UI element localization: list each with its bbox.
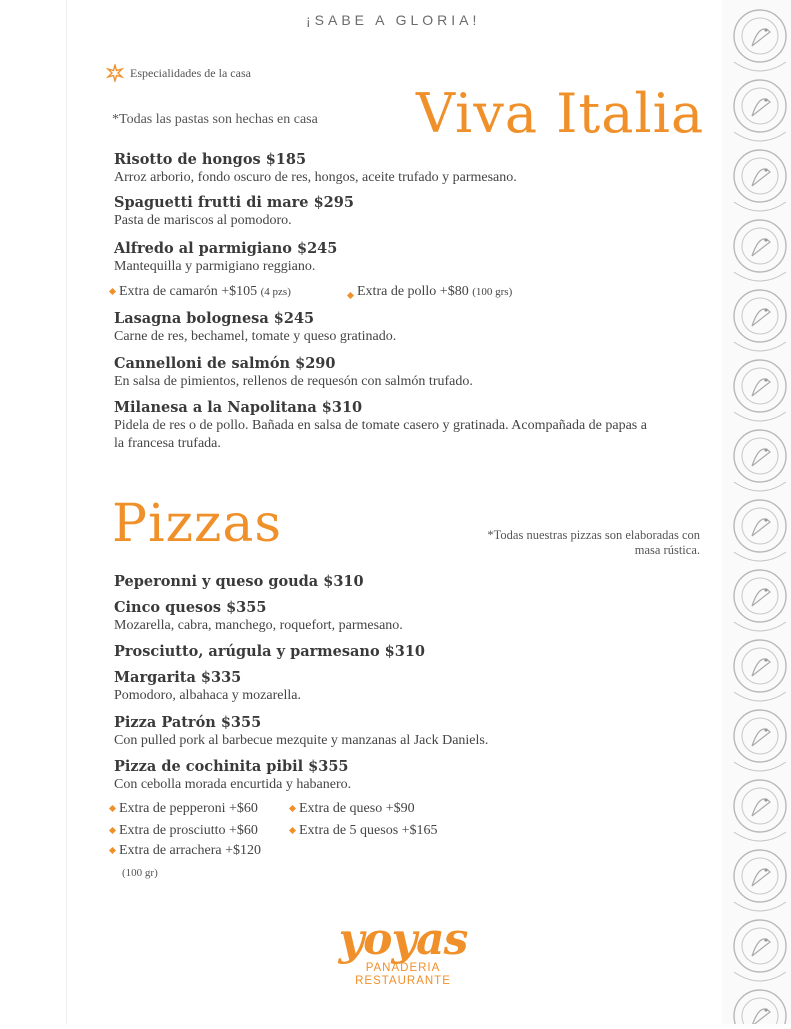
item-desc: Carne de res, bechamel, tomate y queso gratinado.	[114, 329, 397, 344]
item-name: Pizza Patrón $355	[114, 714, 262, 731]
menu-item	[114, 668, 674, 705]
menu-item	[114, 398, 654, 453]
item-name: Risotto de hongos $185	[114, 151, 307, 168]
item-desc: Mantequilla y parmigiano reggiano.	[114, 259, 316, 274]
bullet-icon	[347, 292, 354, 299]
menu-item	[114, 354, 674, 391]
item-name: Spaguetti frutti di mare $295	[114, 194, 354, 211]
menu-item	[114, 150, 674, 187]
extra-arrachera-qty: (100 gr)	[122, 867, 158, 879]
item-desc: En salsa de pimientos, rellenos de requesón con salmón trufado.	[114, 374, 473, 389]
menu-item	[114, 642, 674, 661]
item-desc: Con cebolla morada encurtida y habanero.	[114, 777, 352, 792]
extra-arrachera	[110, 843, 261, 859]
menu-item	[114, 572, 674, 591]
extra-label: Extra de pepperoni +$60	[119, 801, 258, 816]
extra-label: Extra de arrachera +$120	[119, 843, 261, 858]
item-name: Prosciutto, arúgula y parmesano $310	[114, 643, 426, 660]
item-desc: Pidela de res o de pollo. Bañada en salsa de tomate casero y gratinada. Acompañada de papas a la francesa trufada.	[114, 418, 647, 451]
extra-pepperoni	[110, 801, 258, 817]
item-desc: Pasta de mariscos al pomodoro.	[114, 213, 292, 228]
bullet-icon	[289, 805, 296, 812]
house-specialty-legend	[106, 64, 251, 82]
bullet-icon	[109, 827, 116, 834]
extra-qty: (100 grs)	[472, 286, 513, 298]
section-title-pizzas: Pizzas	[112, 494, 283, 554]
left-margin-rule	[66, 0, 67, 1024]
pattern-ornament-icon	[722, 0, 791, 1024]
bullet-icon	[289, 827, 296, 834]
logo-line-2: RESTAURANTE	[355, 975, 451, 987]
pizzas-note: *Todas nuestras pizzas son elaboradas con masa rústica.	[487, 528, 700, 557]
item-name: Peperonni y queso gouda $310	[114, 573, 364, 590]
item-name: Lasagna bolognesa $245	[114, 310, 315, 327]
pastas-note: *Todas las pastas son hechas en casa	[112, 112, 318, 127]
item-name: Pizza de cochinita pibil $355	[114, 758, 349, 775]
menu-item	[114, 309, 674, 346]
item-desc: Mozarella, cabra, manchego, roquefort, parmesano.	[114, 618, 403, 633]
extra-qty: (4 pzs)	[260, 286, 291, 298]
extra-cheese	[290, 801, 415, 817]
extra-label: Extra de prosciutto +$60	[119, 823, 258, 838]
item-name: Cannelloni de salmón $290	[114, 355, 336, 372]
extra-label: Extra de pollo +$80	[357, 284, 469, 299]
menu-item	[114, 757, 674, 794]
extra-chicken	[348, 284, 512, 300]
item-name: Margarita $335	[114, 669, 242, 686]
menu-item	[114, 713, 674, 750]
bullet-icon	[109, 805, 116, 812]
bullet-icon	[109, 847, 116, 854]
extra-prosciutto	[110, 823, 258, 839]
extra-label: Extra de 5 quesos +$165	[299, 823, 438, 838]
item-desc: Arroz arborio, fondo oscuro de res, hongos, aceite trufado y parmesano.	[114, 170, 517, 185]
item-desc: Pomodoro, albahaca y mozarella.	[114, 688, 301, 703]
logo-word: yoyas	[338, 914, 468, 965]
extra-five-cheese	[290, 823, 438, 839]
menu-item	[114, 193, 674, 230]
logo-line-1: PANADERIA	[365, 962, 441, 974]
legend-label: Especialidades de la casa	[130, 65, 251, 80]
extra-label: Extra de queso +$90	[299, 801, 415, 816]
menu-item	[114, 598, 674, 635]
item-name: Milanesa a la Napolitana $310	[114, 399, 363, 416]
item-name: Alfredo al parmigiano $245	[114, 240, 338, 257]
item-desc: Con pulled pork al barbecue mezquite y manzanas al Jack Daniels.	[114, 733, 489, 748]
section-title-viva-italia: Viva Italia	[416, 82, 705, 145]
extra-label: Extra de camarón +$105	[119, 284, 258, 299]
extra-shrimp	[110, 284, 291, 300]
menu-item	[114, 239, 674, 276]
tagline: ¡SABE A GLORIA!	[306, 12, 481, 28]
restaurant-logo	[328, 914, 478, 988]
decorative-side-pattern	[722, 0, 791, 1024]
sparkle-icon	[106, 64, 124, 82]
bullet-icon	[109, 288, 116, 295]
item-name: Cinco quesos $355	[114, 599, 267, 616]
